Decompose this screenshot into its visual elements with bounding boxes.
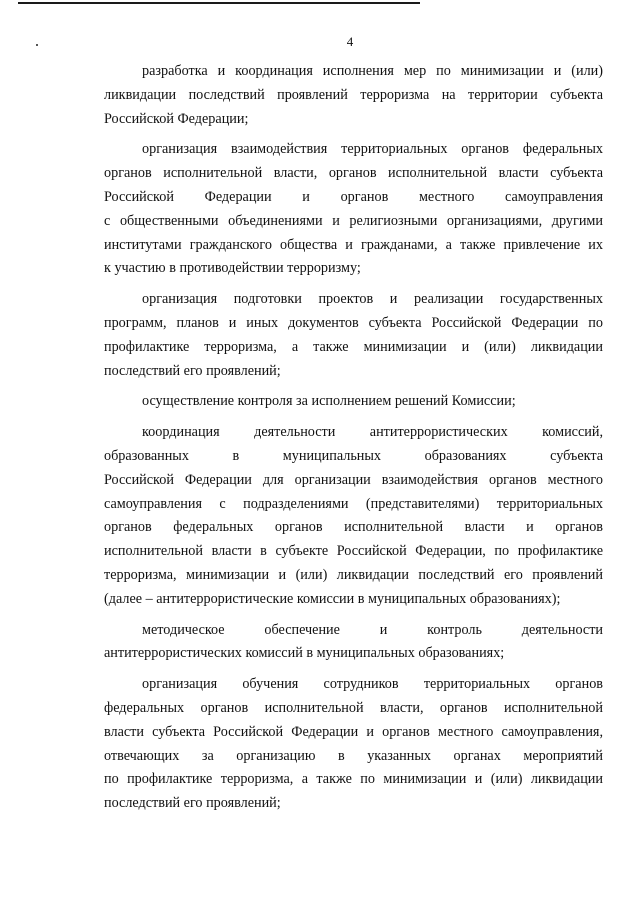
paragraph: [104, 288, 603, 383]
text-line: институтами гражданского общества и гражданами, а также привлечение их: [104, 236, 603, 253]
document-body: [104, 60, 603, 823]
text-line: программ, планов и иных документов субъекта Российской Федерации по: [104, 314, 603, 331]
text-line: к участию в противодействии терроризму;: [104, 260, 361, 277]
text-line: с общественными объединениями и религиозными организациями, другими: [104, 212, 603, 229]
text-line: Российской Федерации;: [104, 110, 249, 127]
text-line: (далее – антитеррористические комиссии в муниципальных образованиях);: [104, 590, 561, 607]
text-line: координация деятельности антитеррористических комиссий,: [142, 424, 603, 441]
text-line: терроризма, минимизации и (или) ликвидации последствий его проявлений: [104, 566, 603, 583]
paragraph: [104, 619, 603, 667]
text-line: организация подготовки проектов и реализации государственных: [142, 291, 603, 308]
text-line: профилактике терроризма, а также минимизации и (или) ликвидации: [104, 338, 603, 355]
text-line: федеральных органов исполнительной власти, органов исполнительной: [104, 699, 603, 716]
paragraph: [104, 138, 603, 281]
text-line: последствий его проявлений;: [104, 362, 281, 379]
text-line: органов исполнительной власти, органов исполнительной власти субъекта: [104, 165, 603, 182]
text-line: образованных в муниципальных образованиях субъекта: [104, 447, 603, 464]
text-line: осуществление контроля за исполнением решений Комиссии;: [142, 393, 516, 410]
paragraph: [104, 390, 603, 414]
text-line: власти субъекта Российской Федерации и органов местного самоуправления,: [104, 723, 603, 740]
text-line: самоуправления с подразделениями (представителями) территориальных: [104, 495, 603, 512]
text-line: организация взаимодействия территориальных органов федеральных: [142, 141, 603, 158]
text-line: ликвидации последствий проявлений терроризма на территории субъекта: [104, 86, 603, 103]
paragraph: [104, 60, 603, 131]
text-line: органов федеральных органов исполнительной власти и органов: [104, 519, 603, 536]
text-line: методическое обеспечение и контроль деятельности: [142, 621, 603, 638]
page-number: 4: [346, 34, 354, 49]
text-line: отвечающих за организацию в указанных органах мероприятий: [104, 747, 603, 764]
paragraph: [104, 421, 603, 611]
text-line: антитеррористических комиссий в муниципальных образованиях;: [104, 645, 505, 662]
text-line: организация обучения сотрудников территориальных органов: [142, 676, 603, 693]
scan-top-rule: [18, 2, 420, 4]
text-line: по профилактике терроризма, а также по минимизации и (или) ликвидации: [104, 771, 603, 788]
text-line: Российской Федерации для организации взаимодействия органов местного: [104, 471, 603, 488]
text-line: исполнительной власти в субъекте Российской Федерации, по профилактике: [104, 543, 603, 560]
text-line: разработка и координация исполнения мер по минимизации и (или): [142, 63, 603, 79]
text-line: Российской Федерации и органов местного самоуправления: [104, 188, 603, 205]
text-line: последствий его проявлений;: [104, 795, 281, 812]
paragraph: [104, 673, 603, 816]
